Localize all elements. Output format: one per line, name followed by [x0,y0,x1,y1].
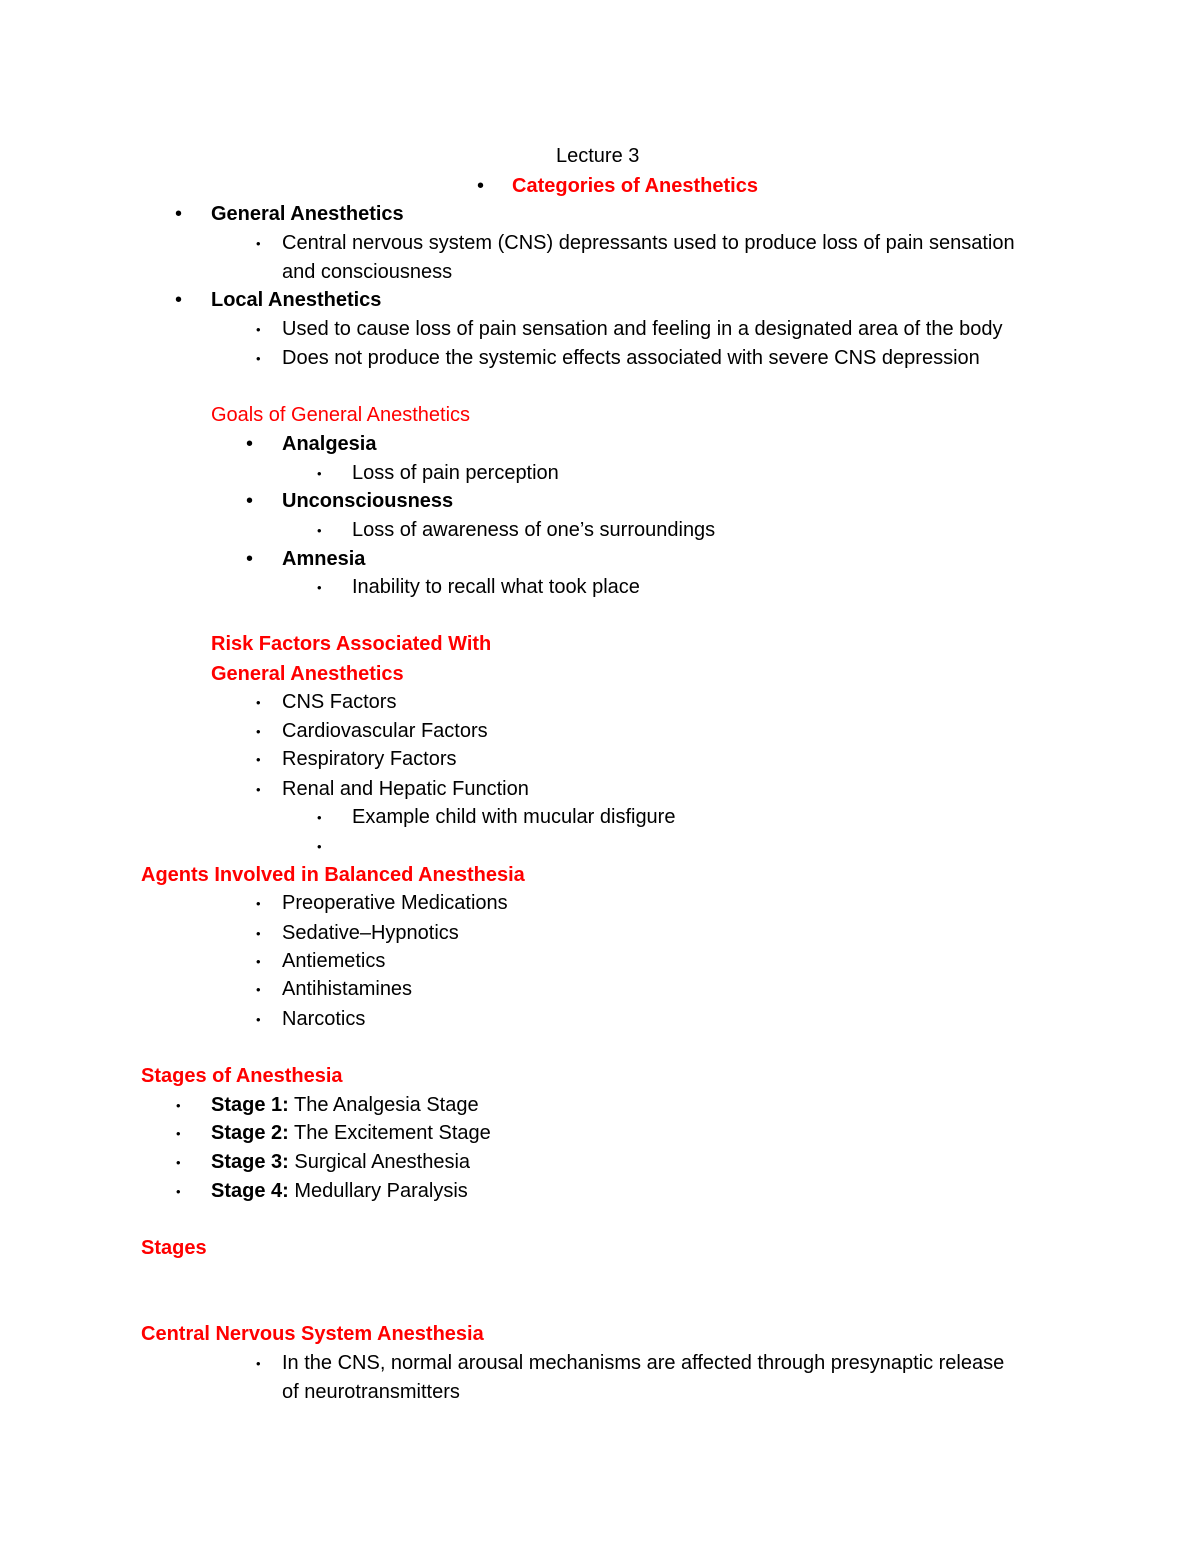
goal-label: Analgesia [282,433,377,455]
cns-line1: In the CNS, normal arousal mechanisms are affected through presynaptic release [282,1352,1005,1374]
bullet-small: • [256,926,261,941]
local-item: Used to cause loss of pain sensation and feeling in a designated area of the body [282,318,1003,340]
stage-label: Stage 1: [211,1094,289,1116]
bullet-small: • [176,1155,181,1170]
goals-heading: Goals of General Anesthetics [211,404,471,426]
bullet-dot: • [246,490,254,512]
goal-label: Amnesia [282,548,366,570]
stage-text: Surgical Anesthesia [288,1151,471,1173]
stage-text: The Analgesia Stage [288,1094,479,1116]
agent-item: Antihistamines [282,978,413,1000]
cns-line2: of neurotransmitters [282,1381,460,1403]
general-desc-line2: and consciousness [282,261,453,283]
stage-item [211,1120,491,1146]
bullet-small: • [256,322,261,337]
risk-sub-item: Example child with mucular disfigure [352,806,676,828]
categories-heading: Categories of Anesthetics [512,175,758,197]
stage-text: Medullary Paralysis [288,1180,468,1202]
agents-heading: Agents Involved in Balanced Anesthesia [141,864,525,886]
bullet-small: • [256,351,261,366]
bullet-small: • [256,1356,261,1371]
goal-desc: Loss of awareness of one’s surroundings [352,519,716,541]
stage-label: Stage 3: [211,1151,289,1173]
bullet-small: • [317,810,322,825]
bullet-small: • [256,695,261,710]
goal-label: Unconsciousness [282,490,454,512]
cns-heading: Central Nervous System Anesthesia [141,1323,484,1345]
goal-desc: Inability to recall what took place [352,576,640,598]
agent-item: Sedative–Hypnotics [282,922,459,944]
agent-item: Preoperative Medications [282,892,508,914]
bullet-small: • [256,236,261,251]
stage-text: The Excitement Stage [288,1122,491,1144]
risk-item: Cardiovascular Factors [282,720,488,742]
stage-label: Stage 2: [211,1122,289,1144]
stage-item [211,1092,479,1118]
local-item: Does not produce the systemic effects associated with severe CNS depression [282,347,980,369]
bullet-small: • [176,1184,181,1199]
stage-item [211,1149,470,1175]
general-desc-line1: Central nervous system (CNS) depressants used to produce loss of pain sensation [282,232,1015,254]
risk-heading-line2: General Anesthetics [211,663,404,685]
bullet-dot: • [246,548,254,570]
bullet-dot: • [246,433,254,455]
bullet-small: • [317,839,322,854]
bullet-small: • [256,724,261,739]
risk-item: Respiratory Factors [282,748,457,770]
general-anesthetics-label: General Anesthetics [211,203,404,225]
stage-item [211,1178,468,1204]
bullet-small: • [176,1098,181,1113]
bullet-small: • [256,896,261,911]
local-anesthetics-label: Local Anesthetics [211,289,382,311]
bullet-small: • [256,982,261,997]
bullet-small: • [317,466,322,481]
bullet-small: • [256,752,261,767]
bullet-small: • [256,782,261,797]
stage-label: Stage 4: [211,1180,289,1202]
goal-desc: Loss of pain perception [352,462,559,484]
risk-heading-line1: Risk Factors Associated With [211,633,492,655]
bullet-small: • [256,954,261,969]
bullet-small: • [317,523,322,538]
stages2-heading: Stages [141,1237,207,1259]
stages-heading: Stages of Anesthesia [141,1065,343,1087]
risk-item: Renal and Hepatic Function [282,778,529,800]
risk-item: CNS Factors [282,691,397,713]
bullet-dot: • [477,175,485,197]
bullet-dot: • [175,289,183,311]
agent-item: Antiemetics [282,950,386,972]
bullet-small: • [256,1012,261,1027]
agent-item: Narcotics [282,1008,366,1030]
bullet-dot: • [175,203,183,225]
bullet-small: • [176,1126,181,1141]
bullet-small: • [317,580,322,595]
page-title: Lecture 3 [556,145,640,167]
